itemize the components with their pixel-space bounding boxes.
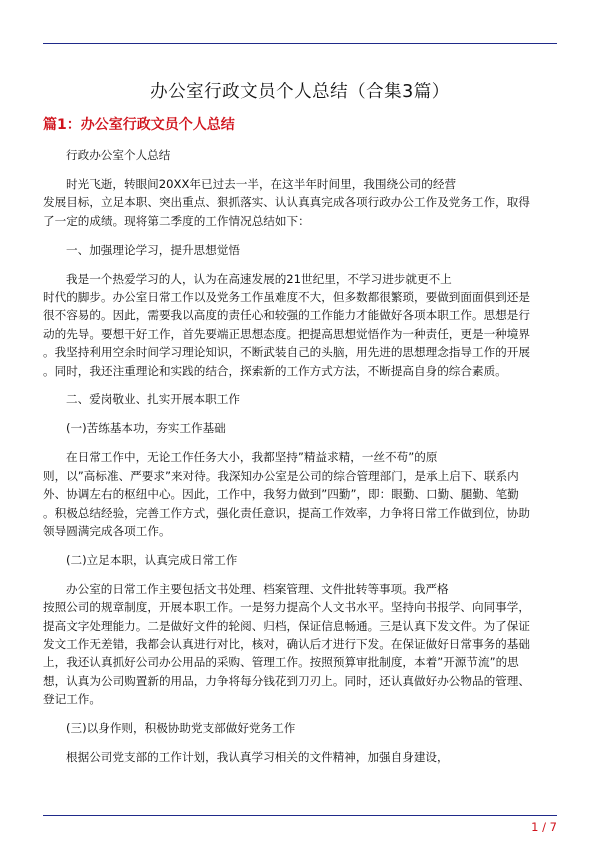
paragraph-line: 提高文字处理能力。二是做好文件的轮阅、归档，保证信息畅通。三是认真下发文件。为了保证 bbox=[43, 618, 530, 633]
paragraph bbox=[43, 419, 558, 437]
paragraph-line: 外、协调左右的枢纽中心。因此，工作中，我努力做到”四勤”，即：眼勤、口勤、腿勤、笔勤 bbox=[43, 487, 519, 502]
paragraph-line: 动的先导。要想干好工作，首先要端正思想态度。把提高思想觉悟作为一种责任，更是一种境界 bbox=[43, 326, 530, 341]
paragraph-line: (二)立足本职，认真完成日常工作 bbox=[66, 552, 238, 567]
paragraph bbox=[43, 241, 558, 259]
page-number: 1 / 7 bbox=[531, 820, 557, 834]
paragraph-line: 一、加强理论学习，提升思想觉悟 bbox=[66, 242, 240, 257]
paragraph-line: 了一定的成绩。现将第二季度的工作情况总结如下： bbox=[43, 213, 310, 228]
paragraph-line: (一)苦练基本功，夯实工作基础 bbox=[66, 421, 226, 436]
paragraph-line: 按照公司的规章制度，开展本职工作。一是努力提高个人文书水平。坚持向书报学、向同事学， bbox=[43, 600, 530, 615]
document-body bbox=[43, 146, 558, 777]
paragraph-line: (三)以身作则，积极协助党支部做好党务工作 bbox=[66, 721, 296, 736]
paragraph-line: 发展目标，立足本职、突出重点、狠抓落实、认认真真完成各项行政办公工作及党务工作，取得 bbox=[43, 195, 530, 210]
paragraph-line: 想，认真为公司购置新的用品，力争将每分钱花到刀刃上。同时，还认真做好办公物品的管理、 bbox=[43, 673, 530, 688]
paragraph-line: 二、爱岗敬业、扎实开展本职工作 bbox=[66, 392, 240, 407]
paragraph-line: 在日常工作中，无论工作任务大小，我都坚持”精益求精，一丝不苟”的原 bbox=[66, 450, 438, 465]
paragraph-line: 我是一个热爱学习的人，认为在高速发展的21世纪里，不学习进步就更不上 bbox=[66, 271, 452, 286]
paragraph-line: 则，以”高标准、严要求”来对待。我深知办公室是公司的综合管理部门，是承上启下、联系内 bbox=[43, 468, 519, 483]
paragraph-line: 领导圆满完成各项工作。 bbox=[43, 523, 171, 538]
paragraph-line: 登记工作。 bbox=[43, 692, 101, 707]
paragraph-line: 上，我还认真抓好公司办公用品的采购、管理工作。按照预算审批制度，本着”开源节流”的思 bbox=[43, 655, 519, 670]
section-heading: 篇1：办公室行政文员个人总结 bbox=[43, 117, 235, 133]
paragraph bbox=[43, 448, 558, 540]
paragraph-line: 根据公司党支部的工作计划，我认真学习相关的文件精神，加强自身建设， bbox=[66, 749, 449, 764]
paragraph-line: 时光飞逝，转眼间20XX年已过去一半，在这半年时间里，我围绕公司的经营 bbox=[66, 176, 457, 191]
paragraph bbox=[43, 175, 558, 230]
paragraph-line: 时代的脚步。办公室日常工作以及党务工作虽难度不大，但多数都很繁琐，要做到面面俱到还是 bbox=[43, 289, 530, 304]
paragraph-line: 发文工作无差错，我都会认真进行对比，核对，确认后才进行下发。在保证做好日常事务的基础 bbox=[43, 636, 530, 651]
paragraph bbox=[43, 748, 558, 766]
paragraph-line: 办公室的日常工作主要包括文书处理、档案管理、文件批转等事项。我严格 bbox=[66, 581, 449, 596]
paragraph bbox=[43, 719, 558, 737]
paragraph-line: 行政办公室个人总结 bbox=[66, 148, 171, 162]
paragraph-line: 。我坚持利用空余时间学习理论知识，不断武装自己的头脑，用先进的思想理念指导工作的开展 bbox=[43, 345, 530, 360]
paragraph bbox=[43, 390, 558, 408]
paragraph bbox=[43, 146, 558, 164]
paragraph bbox=[43, 551, 558, 569]
paragraph-line: 。同时，我还注重理论和实践的结合，探索新的工作方式方法，不断提高自身的综合素质。 bbox=[43, 363, 507, 378]
paragraph bbox=[43, 580, 558, 709]
document-title: 办公室行政文员个人总结（合集3篇） bbox=[150, 82, 450, 102]
header-rule bbox=[43, 43, 557, 44]
paragraph bbox=[43, 270, 558, 380]
footer-rule bbox=[43, 815, 557, 816]
paragraph-line: 很不容易的。因此，需要我以高度的责任心和较强的工作能力才能做好各项本职工作。思想是行 bbox=[43, 308, 530, 323]
paragraph-line: 。积极总结经验，完善工作方式，强化责任意识，提高工作效率，力争将日常工作做到位，协助 bbox=[43, 505, 530, 520]
